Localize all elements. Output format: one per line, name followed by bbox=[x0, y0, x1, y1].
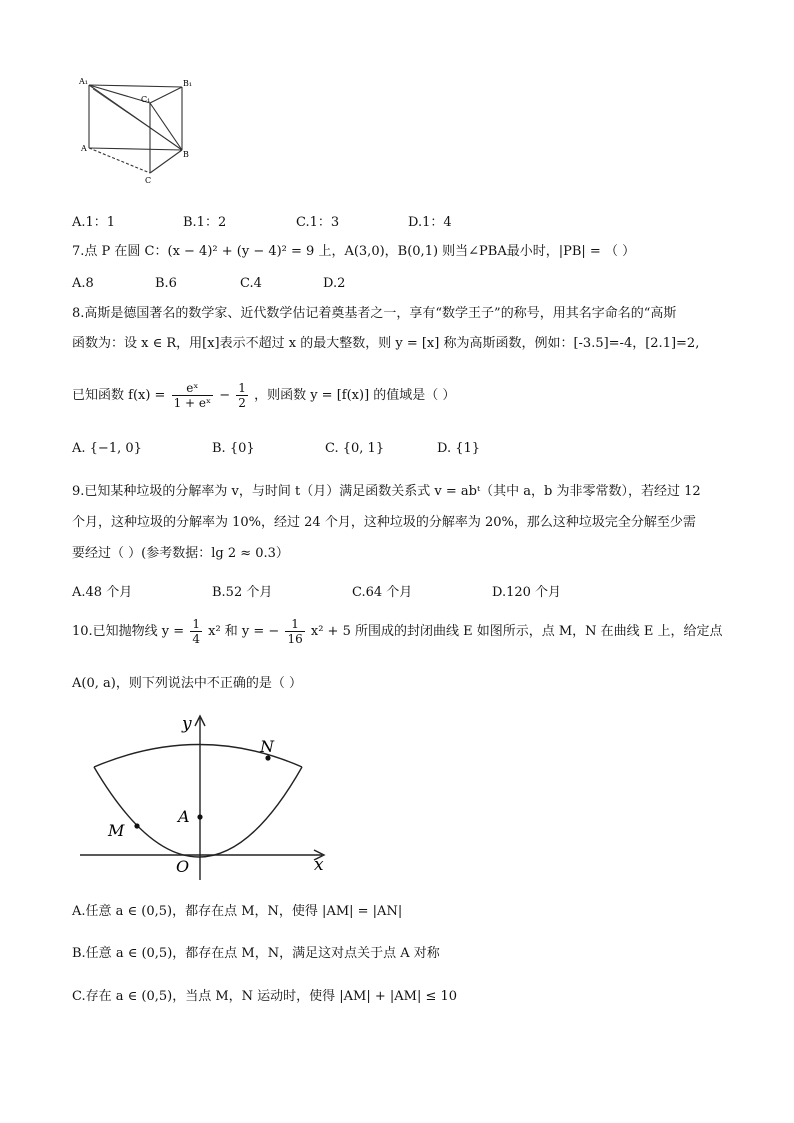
q6-option-a[interactable]: A.1：1 bbox=[72, 215, 116, 230]
q10-option-a[interactable]: A.任意 a ∈ (0,5)，都存在点 M，N，使得 |AM| = |AN| bbox=[72, 904, 403, 919]
q10-fraction-1-num: 1 bbox=[192, 617, 200, 631]
prism-figure bbox=[75, 75, 195, 190]
label-c1: C₁ bbox=[141, 95, 151, 104]
q8-option-b[interactable]: B. {0} bbox=[212, 441, 255, 456]
label-n: N bbox=[260, 737, 274, 756]
point-a bbox=[197, 814, 202, 819]
q9-stem-line3: 要经过（ ）(参考数据：lg 2 ≈ 0.3） bbox=[72, 546, 289, 561]
point-n bbox=[265, 755, 270, 760]
q6-option-d[interactable]: D.1：4 bbox=[408, 215, 452, 230]
q10-prefix: 10.已知抛物线 y = bbox=[72, 624, 185, 639]
label-x: x bbox=[314, 855, 324, 875]
label-b1: B₁ bbox=[183, 79, 193, 88]
q9-option-d[interactable]: D.120 个月 bbox=[492, 585, 562, 600]
label-o: O bbox=[176, 857, 190, 876]
q8-fraction-1-num: eˣ bbox=[172, 381, 214, 396]
q10-suffix: x² + 5 所围成的封闭曲线 E 如图所示，点 M，N 在曲线 E 上，给定点 bbox=[310, 624, 723, 639]
q8-fraction-1-den: 1 + eˣ bbox=[173, 396, 212, 410]
closed-curve-figure bbox=[70, 712, 340, 882]
q8-fraction-2-num: 1 bbox=[238, 381, 246, 395]
label-b: B bbox=[183, 150, 189, 159]
q10-stem-line2: A(0, a)，则下列说法中不正确的是（ ） bbox=[72, 676, 302, 691]
lower-parabola bbox=[94, 767, 302, 857]
label-y: y bbox=[182, 714, 192, 734]
q10-stem-line1 bbox=[72, 614, 722, 650]
q8-option-a[interactable]: A. {−1, 0} bbox=[72, 441, 142, 456]
q10-fraction-2-num: 1 bbox=[285, 617, 304, 632]
point-m bbox=[134, 823, 139, 828]
q10-fraction-1-den: 4 bbox=[192, 632, 200, 646]
q10-fraction-2-den: 16 bbox=[287, 632, 303, 646]
q7-option-a[interactable]: A.8 bbox=[72, 276, 94, 291]
q9-option-b[interactable]: B.52 个月 bbox=[212, 585, 273, 600]
q9-option-a[interactable]: A.48 个月 bbox=[72, 585, 133, 600]
q7-stem: 7.点 P 在圆 C：(x − 4)² + (y − 4)² = 9 上，A(3,0)，B(0,1) 则当∠PBA最小时，|PB| = （ ） bbox=[72, 244, 636, 259]
q9-option-c[interactable]: C.64 个月 bbox=[352, 585, 413, 600]
q6-option-c[interactable]: C.1：3 bbox=[296, 215, 340, 230]
q10-fraction-2 bbox=[285, 617, 304, 646]
q8-function-prefix: 已知函数 f(x) = bbox=[72, 388, 166, 403]
q8-stem-line2: 函数为：设 x ∈ R，用[x]表示不超过 x 的最大整数，则 y = [x] 称为高斯函数，例如：[-3.5]=-4，[2.1]=2, bbox=[72, 336, 700, 351]
q7-option-d[interactable]: D.2 bbox=[323, 276, 346, 291]
q8-fraction-1 bbox=[172, 381, 214, 410]
q10-fraction-1 bbox=[190, 617, 202, 646]
q10-option-c[interactable]: C.存在 a ∈ (0,5)，当点 M，N 运动时，使得 |AM| + |AM| ≤ 10 bbox=[72, 989, 458, 1004]
label-m: M bbox=[108, 821, 125, 840]
q8-function-suffix: ，则函数 y = [f(x)] 的值域是（ ） bbox=[254, 388, 456, 403]
q6-option-b[interactable]: B.1：2 bbox=[183, 215, 227, 230]
label-a1: A₁ bbox=[79, 77, 88, 86]
q8-fraction-2 bbox=[236, 381, 248, 410]
q7-option-b[interactable]: B.6 bbox=[155, 276, 177, 291]
label-c: C bbox=[145, 176, 152, 185]
q8-fraction-2-den: 2 bbox=[238, 396, 246, 410]
q8-stem-line1: 8.高斯是德国著名的数学家、近代数学估记着奠基者之一，享有“数学王子”的称号，用其名字命名的“高斯 bbox=[72, 306, 677, 321]
q8-stem-line3 bbox=[72, 378, 455, 414]
q8-option-d[interactable]: D. {1} bbox=[437, 441, 481, 456]
q10-option-b[interactable]: B.任意 a ∈ (0,5)，都存在点 M，N，满足这对点关于点 A 对称 bbox=[72, 946, 440, 961]
q9-stem-line2: 个月，这种垃圾的分解率为 10%，经过 24 个月，这种垃圾的分解率为 20%，那么这种垃圾完全分解至少需 bbox=[72, 515, 696, 530]
q7-option-c[interactable]: C.4 bbox=[240, 276, 262, 291]
label-a: A bbox=[81, 144, 87, 153]
q10-mid: x² 和 y = − bbox=[208, 624, 280, 639]
q8-option-c[interactable]: C. {0, 1} bbox=[325, 441, 385, 456]
q9-stem-line1: 9.已知某种垃圾的分解率为 v，与时间 t（月）满足函数关系式 v = abᵗ（其中 a，b 为非零常数），若经过 12 bbox=[72, 484, 701, 499]
label-a: A bbox=[178, 807, 190, 826]
q8-minus: − bbox=[219, 388, 231, 403]
